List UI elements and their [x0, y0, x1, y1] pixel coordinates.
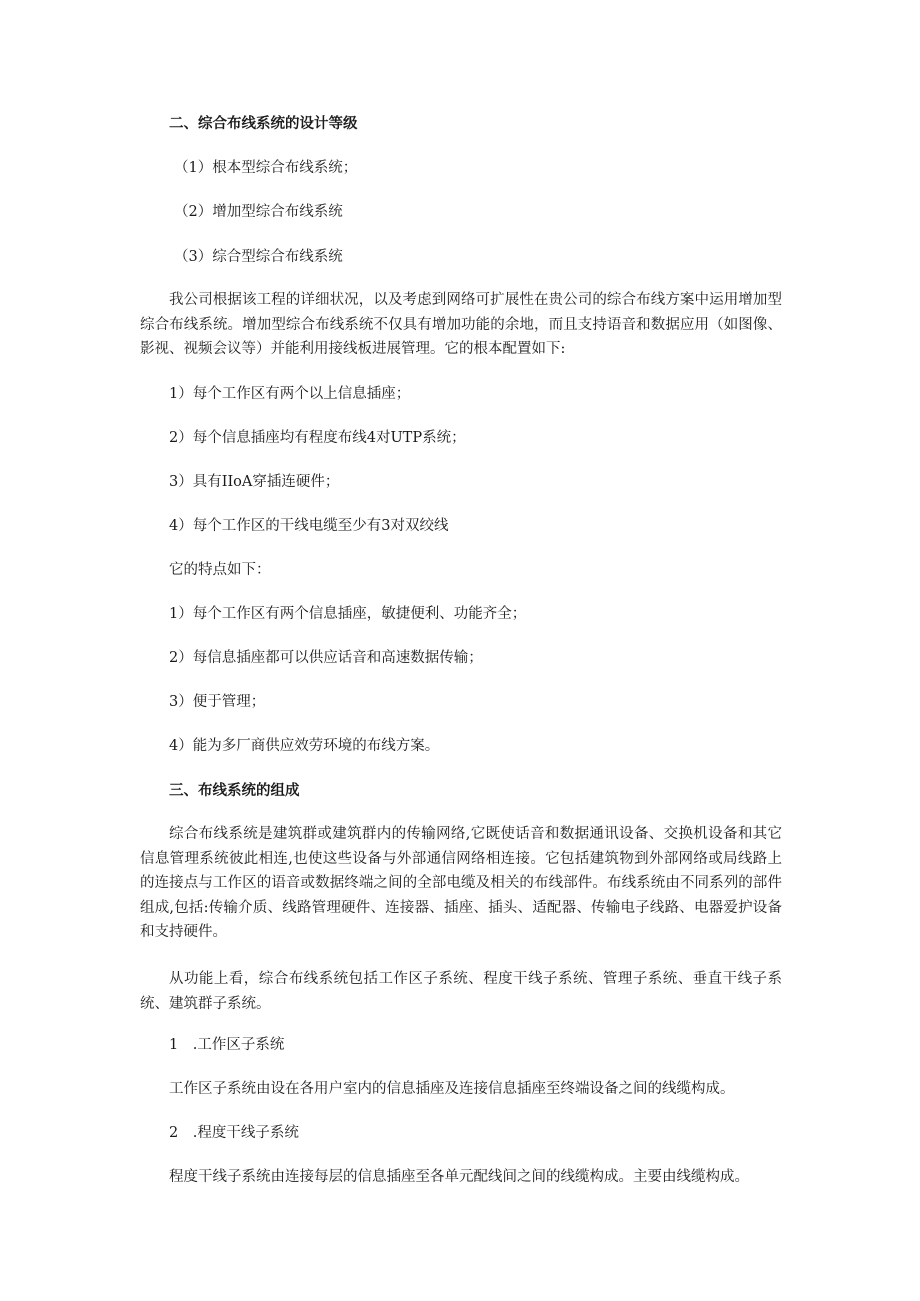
- feature-item-1: 1）每个工作区有两个信息插座，敏捷便利、功能齐全；: [169, 606, 527, 622]
- section-3-heading: 三、布线系统的组成: [169, 783, 300, 799]
- section-3-paragraph-1: 综合布线系统是建筑群或建筑群内的传输网络,它既使话音和数据通讯设备、交换机设备和其它信息管理系统彼此相连,也使这些设备与外部通信网络相连接。它包括建筑物到外部网络或局线路上的连接点与工作区的语音或数据终端之间的全部电缆及相关的布线部件。布线系统由不同系列的部件组成,包括:传输介质、线路管理硬件、连接器、插座、插头、适配器、传输电子线路、电器爱护设备和支持硬件。: [140, 826, 782, 940]
- section-2-heading: 二、综合布线系统的设计等级: [169, 116, 358, 132]
- section-3-paragraph-2: 从功能上看，综合布线系统包括工作区子系统、程度干线子系统、管理子系统、垂直干线子系统、建筑群子系统。: [140, 971, 782, 1012]
- config-item-3: 3）具有IIoA穿插连硬件；: [169, 474, 340, 490]
- config-item-4: 4）每个工作区的干线电缆至少有3对双绞线: [169, 518, 449, 534]
- feature-item-2: 2）每信息插座都可以供应话音和高速数据传输；: [169, 650, 483, 666]
- section-2-intro-paragraph: 我公司根据该工程的详细状况，以及考虑到网络可扩展性在贵公司的综合布线方案中运用增加型综合布线系统。增加型综合布线系统不仅具有增加功能的余地，而且支持语音和数据应用（如图像、影视、视频会议等）并能利用接线板进展管理。它的根本配置如下:: [140, 292, 782, 357]
- design-level-3: （3）综合型综合布线系统: [174, 249, 343, 265]
- feature-item-4: 4）能为多厂商供应效劳环境的布线方案。: [169, 738, 440, 754]
- design-level-1: （1）根本型综合布线系统；: [174, 160, 358, 176]
- design-level-2: （2）增加型综合布线系统: [174, 204, 343, 220]
- config-item-2: 2）每个信息插座均有程度布线4对UTP系统；: [169, 430, 466, 446]
- subsystem-1-text: 工作区子系统由设在各用户室内的信息插座及连接信息插座至终端设备之间的线缆构成。: [169, 1081, 735, 1097]
- subsystem-2-text: 程度干线子系统由连接每层的信息插座至各单元配线间之间的线缆构成。主要由线缆构成。: [169, 1169, 749, 1185]
- subsystem-1-title: 1 .工作区子系统: [169, 1037, 285, 1053]
- subsystem-2-title: 2 .程度干线子系统: [169, 1125, 299, 1141]
- feature-item-3: 3）便于管理；: [169, 694, 266, 710]
- config-item-1: 1）每个工作区有两个以上信息插座；: [169, 386, 411, 402]
- features-label: 它的特点如下：: [169, 562, 271, 578]
